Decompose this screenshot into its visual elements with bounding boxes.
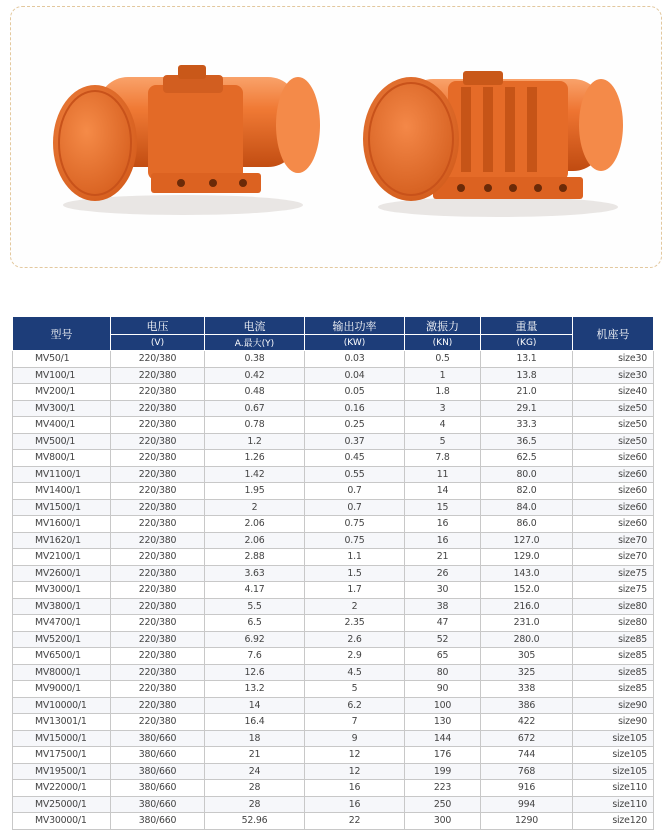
header-current: 电流 — [205, 317, 305, 335]
cell-power: 0.7 — [305, 483, 405, 500]
cell-model: MV10000/1 — [13, 697, 111, 714]
cell-weight: 744 — [481, 747, 573, 764]
table-header-row — [13, 317, 654, 335]
cell-current: 1.95 — [205, 483, 305, 500]
cell-weight: 768 — [481, 763, 573, 780]
cell-power: 16 — [305, 796, 405, 813]
cell-current: 0.67 — [205, 400, 305, 417]
cell-force: 26 — [405, 565, 481, 582]
cell-voltage: 220/380 — [111, 681, 205, 698]
cell-weight: 33.3 — [481, 417, 573, 434]
cell-model: MV1100/1 — [13, 466, 111, 483]
cell-force: 11 — [405, 466, 481, 483]
cell-base: size60 — [573, 466, 654, 483]
table-row — [13, 417, 654, 434]
cell-model: MV22000/1 — [13, 780, 111, 797]
cell-model: MV6500/1 — [13, 648, 111, 665]
cell-weight: 672 — [481, 730, 573, 747]
cell-force: 130 — [405, 714, 481, 731]
cell-force: 16 — [405, 516, 481, 533]
cell-model: MV5200/1 — [13, 631, 111, 648]
cell-base: size30 — [573, 367, 654, 384]
header-force: 激振力 — [405, 317, 481, 335]
cell-power: 0.75 — [305, 532, 405, 549]
cell-current: 1.42 — [205, 466, 305, 483]
cell-current: 2 — [205, 499, 305, 516]
cell-voltage: 220/380 — [111, 417, 205, 434]
cell-voltage: 220/380 — [111, 499, 205, 516]
cell-model: MV200/1 — [13, 384, 111, 401]
cell-model: MV17500/1 — [13, 747, 111, 764]
cell-power: 0.37 — [305, 433, 405, 450]
cell-voltage: 380/660 — [111, 796, 205, 813]
cell-base: size50 — [573, 433, 654, 450]
cell-voltage: 220/380 — [111, 516, 205, 533]
cell-model: MV8000/1 — [13, 664, 111, 681]
cell-base: size40 — [573, 384, 654, 401]
table-row — [13, 466, 654, 483]
cell-force: 38 — [405, 598, 481, 615]
cell-weight: 29.1 — [481, 400, 573, 417]
cell-power: 0.25 — [305, 417, 405, 434]
header-base: 机座号 — [573, 317, 654, 351]
cell-force: 5 — [405, 433, 481, 450]
header-model: 型号 — [13, 317, 111, 351]
cell-weight: 84.0 — [481, 499, 573, 516]
cell-model: MV2600/1 — [13, 565, 111, 582]
cell-current: 0.38 — [205, 351, 305, 368]
cell-model: MV1620/1 — [13, 532, 111, 549]
cell-voltage: 220/380 — [111, 351, 205, 368]
cell-power: 7 — [305, 714, 405, 731]
cell-power: 0.05 — [305, 384, 405, 401]
cell-weight: 216.0 — [481, 598, 573, 615]
cell-current: 1.2 — [205, 433, 305, 450]
cell-power: 9 — [305, 730, 405, 747]
table-row — [13, 664, 654, 681]
table-row — [13, 796, 654, 813]
cell-current: 18 — [205, 730, 305, 747]
cell-power: 2 — [305, 598, 405, 615]
cell-voltage: 380/660 — [111, 730, 205, 747]
cell-model: MV800/1 — [13, 450, 111, 467]
cell-force: 1.8 — [405, 384, 481, 401]
cell-weight: 280.0 — [481, 631, 573, 648]
cell-base: size60 — [573, 483, 654, 500]
cell-power: 6.2 — [305, 697, 405, 714]
cell-voltage: 380/660 — [111, 813, 205, 830]
cell-base: size70 — [573, 532, 654, 549]
cell-force: 4 — [405, 417, 481, 434]
cell-weight: 62.5 — [481, 450, 573, 467]
unit-force: (KN) — [405, 335, 481, 351]
cell-voltage: 380/660 — [111, 763, 205, 780]
cell-base: size60 — [573, 499, 654, 516]
cell-weight: 422 — [481, 714, 573, 731]
table-row — [13, 400, 654, 417]
cell-voltage: 220/380 — [111, 631, 205, 648]
cell-current: 3.63 — [205, 565, 305, 582]
cell-weight: 80.0 — [481, 466, 573, 483]
table-row — [13, 763, 654, 780]
cell-model: MV1600/1 — [13, 516, 111, 533]
cell-force: 223 — [405, 780, 481, 797]
cell-power: 12 — [305, 763, 405, 780]
cell-current: 1.26 — [205, 450, 305, 467]
table-row — [13, 351, 654, 368]
cell-current: 14 — [205, 697, 305, 714]
cell-weight: 86.0 — [481, 516, 573, 533]
cell-power: 0.55 — [305, 466, 405, 483]
cell-current: 2.06 — [205, 532, 305, 549]
cell-power: 1.7 — [305, 582, 405, 599]
cell-base: size120 — [573, 813, 654, 830]
cell-base: size75 — [573, 582, 654, 599]
cell-model: MV15000/1 — [13, 730, 111, 747]
table-row — [13, 549, 654, 566]
cell-current: 12.6 — [205, 664, 305, 681]
cell-base: size85 — [573, 681, 654, 698]
table-row — [13, 384, 654, 401]
cell-weight: 1290 — [481, 813, 573, 830]
cell-voltage: 220/380 — [111, 615, 205, 632]
cell-weight: 143.0 — [481, 565, 573, 582]
cell-voltage: 220/380 — [111, 532, 205, 549]
cell-base: size30 — [573, 351, 654, 368]
cell-voltage: 220/380 — [111, 433, 205, 450]
cell-base: size90 — [573, 697, 654, 714]
cell-force: 199 — [405, 763, 481, 780]
cell-current: 24 — [205, 763, 305, 780]
cell-voltage: 220/380 — [111, 598, 205, 615]
cell-model: MV4700/1 — [13, 615, 111, 632]
cell-force: 21 — [405, 549, 481, 566]
cell-current: 2.06 — [205, 516, 305, 533]
table-row — [13, 598, 654, 615]
cell-model: MV100/1 — [13, 367, 111, 384]
cell-model: MV1500/1 — [13, 499, 111, 516]
cell-power: 16 — [305, 780, 405, 797]
cell-voltage: 220/380 — [111, 400, 205, 417]
cell-force: 80 — [405, 664, 481, 681]
cell-weight: 338 — [481, 681, 573, 698]
cell-force: 7.8 — [405, 450, 481, 467]
cell-voltage: 220/380 — [111, 466, 205, 483]
cell-base: size50 — [573, 417, 654, 434]
cell-power: 1.1 — [305, 549, 405, 566]
cell-current: 4.17 — [205, 582, 305, 599]
header-weight: 重量 — [481, 317, 573, 335]
unit-voltage: (V) — [111, 335, 205, 351]
cell-base: size105 — [573, 763, 654, 780]
unit-power: (KW) — [305, 335, 405, 351]
cell-current: 2.88 — [205, 549, 305, 566]
cell-model: MV30000/1 — [13, 813, 111, 830]
cell-power: 0.7 — [305, 499, 405, 516]
table-row — [13, 516, 654, 533]
cell-power: 2.35 — [305, 615, 405, 632]
cell-power: 0.16 — [305, 400, 405, 417]
table-row — [13, 565, 654, 582]
cell-voltage: 220/380 — [111, 483, 205, 500]
cell-force: 0.5 — [405, 351, 481, 368]
cell-current: 21 — [205, 747, 305, 764]
table-row — [13, 714, 654, 731]
cell-base: size85 — [573, 664, 654, 681]
cell-force: 300 — [405, 813, 481, 830]
cell-weight: 82.0 — [481, 483, 573, 500]
cell-base: size85 — [573, 648, 654, 665]
cell-voltage: 220/380 — [111, 565, 205, 582]
cell-current: 28 — [205, 796, 305, 813]
cell-base: size110 — [573, 780, 654, 797]
cell-power: 2.6 — [305, 631, 405, 648]
table-row — [13, 499, 654, 516]
cell-base: size80 — [573, 598, 654, 615]
table-row — [13, 747, 654, 764]
cell-current: 5.5 — [205, 598, 305, 615]
table-row — [13, 631, 654, 648]
vibration-motor-image — [33, 55, 333, 225]
cell-force: 65 — [405, 648, 481, 665]
cell-voltage: 220/380 — [111, 582, 205, 599]
cell-power: 0.75 — [305, 516, 405, 533]
cell-power: 4.5 — [305, 664, 405, 681]
cell-model: MV13001/1 — [13, 714, 111, 731]
cell-weight: 305 — [481, 648, 573, 665]
cell-current: 0.48 — [205, 384, 305, 401]
cell-force: 47 — [405, 615, 481, 632]
cell-voltage: 220/380 — [111, 664, 205, 681]
cell-force: 1 — [405, 367, 481, 384]
cell-current: 7.6 — [205, 648, 305, 665]
cell-current: 0.78 — [205, 417, 305, 434]
cell-force: 14 — [405, 483, 481, 500]
cell-base: size50 — [573, 400, 654, 417]
table-row — [13, 532, 654, 549]
cell-base: size85 — [573, 631, 654, 648]
cell-base: size90 — [573, 714, 654, 731]
table-row — [13, 433, 654, 450]
cell-base: size70 — [573, 549, 654, 566]
cell-model: MV500/1 — [13, 433, 111, 450]
cell-current: 16.4 — [205, 714, 305, 731]
cell-force: 144 — [405, 730, 481, 747]
cell-weight: 994 — [481, 796, 573, 813]
cell-force: 100 — [405, 697, 481, 714]
cell-weight: 21.0 — [481, 384, 573, 401]
cell-power: 0.45 — [305, 450, 405, 467]
product-photo-panel — [10, 6, 662, 268]
cell-weight: 127.0 — [481, 532, 573, 549]
cell-force: 90 — [405, 681, 481, 698]
cell-power: 2.9 — [305, 648, 405, 665]
table-row — [13, 615, 654, 632]
cell-force: 3 — [405, 400, 481, 417]
cell-model: MV300/1 — [13, 400, 111, 417]
cell-force: 52 — [405, 631, 481, 648]
cell-weight: 13.8 — [481, 367, 573, 384]
cell-voltage: 220/380 — [111, 697, 205, 714]
cell-force: 30 — [405, 582, 481, 599]
table-row — [13, 780, 654, 797]
cell-model: MV19500/1 — [13, 763, 111, 780]
cell-base: size110 — [573, 796, 654, 813]
cell-weight: 152.0 — [481, 582, 573, 599]
cell-voltage: 220/380 — [111, 367, 205, 384]
cell-weight: 916 — [481, 780, 573, 797]
cell-base: size105 — [573, 730, 654, 747]
cell-voltage: 380/660 — [111, 780, 205, 797]
cell-current: 0.42 — [205, 367, 305, 384]
cell-current: 52.96 — [205, 813, 305, 830]
cell-model: MV3800/1 — [13, 598, 111, 615]
motor-spec-table — [12, 316, 654, 830]
table-row — [13, 697, 654, 714]
table-row — [13, 582, 654, 599]
cell-model: MV1400/1 — [13, 483, 111, 500]
cell-weight: 325 — [481, 664, 573, 681]
table-row — [13, 450, 654, 467]
cell-model: MV3000/1 — [13, 582, 111, 599]
header-voltage: 电压 — [111, 317, 205, 335]
table-row — [13, 681, 654, 698]
cell-power: 5 — [305, 681, 405, 698]
cell-power: 0.03 — [305, 351, 405, 368]
cell-weight: 13.1 — [481, 351, 573, 368]
cell-model: MV25000/1 — [13, 796, 111, 813]
cell-weight: 231.0 — [481, 615, 573, 632]
cell-current: 13.2 — [205, 681, 305, 698]
cell-model: MV400/1 — [13, 417, 111, 434]
cell-force: 15 — [405, 499, 481, 516]
unit-current: A.最大(Y) — [205, 335, 305, 351]
cell-force: 250 — [405, 796, 481, 813]
cell-weight: 386 — [481, 697, 573, 714]
cell-weight: 36.5 — [481, 433, 573, 450]
table-row — [13, 367, 654, 384]
cell-power: 1.5 — [305, 565, 405, 582]
vibration-motor-image — [353, 57, 643, 227]
cell-power: 12 — [305, 747, 405, 764]
table-row — [13, 813, 654, 830]
cell-voltage: 220/380 — [111, 648, 205, 665]
table-row — [13, 730, 654, 747]
unit-weight: (KG) — [481, 335, 573, 351]
cell-voltage: 220/380 — [111, 450, 205, 467]
table-row — [13, 483, 654, 500]
cell-base: size105 — [573, 747, 654, 764]
cell-current: 28 — [205, 780, 305, 797]
cell-voltage: 380/660 — [111, 747, 205, 764]
cell-force: 176 — [405, 747, 481, 764]
cell-weight: 129.0 — [481, 549, 573, 566]
header-power: 输出功率 — [305, 317, 405, 335]
table-row — [13, 648, 654, 665]
cell-voltage: 220/380 — [111, 384, 205, 401]
cell-current: 6.92 — [205, 631, 305, 648]
cell-force: 16 — [405, 532, 481, 549]
cell-power: 22 — [305, 813, 405, 830]
cell-base: size80 — [573, 615, 654, 632]
cell-base: size75 — [573, 565, 654, 582]
cell-base: size60 — [573, 450, 654, 467]
cell-model: MV2100/1 — [13, 549, 111, 566]
cell-current: 6.5 — [205, 615, 305, 632]
cell-model: MV9000/1 — [13, 681, 111, 698]
cell-base: size60 — [573, 516, 654, 533]
cell-model: MV50/1 — [13, 351, 111, 368]
cell-voltage: 220/380 — [111, 549, 205, 566]
cell-power: 0.04 — [305, 367, 405, 384]
cell-voltage: 220/380 — [111, 714, 205, 731]
